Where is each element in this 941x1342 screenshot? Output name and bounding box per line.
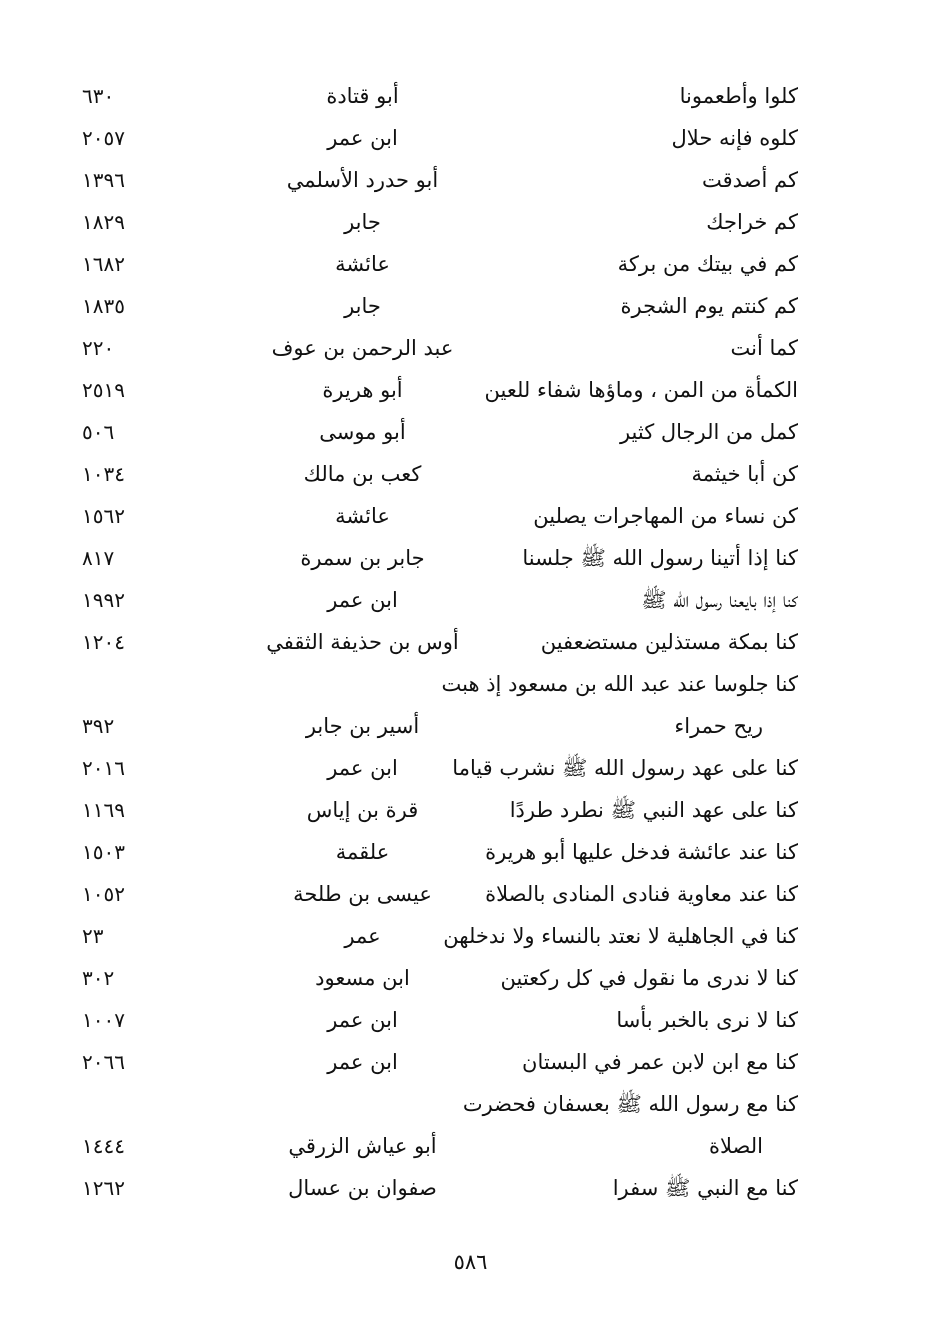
- index-row: [0, 747, 941, 789]
- narrator-name: [260, 663, 465, 705]
- hadith-text: كما أنت: [730, 336, 798, 360]
- narrator-name: ابن عمر: [327, 588, 398, 612]
- narrator-name: أبو قتادة: [326, 84, 399, 108]
- narrator-name: صفوان بن عسال: [288, 1176, 437, 1200]
- hadith-number: ١٩٩٢: [82, 588, 125, 612]
- hadith-text: كم أصدقت: [702, 168, 798, 192]
- index-row: [0, 579, 941, 621]
- index-row: [0, 411, 941, 453]
- hadith-number: ١٥٦٢: [82, 504, 125, 528]
- narrator-name: جابر: [344, 294, 381, 318]
- narrator-name: ابن عمر: [327, 1050, 398, 1074]
- index-row: [0, 453, 941, 495]
- hadith-number: ١٦٨٢: [82, 252, 125, 276]
- hadith-text: كنا عند عائشة فدخل عليها أبو هريرة: [485, 840, 798, 864]
- hadith-text: كنا مع رسول الله ﷺ بعسفان فحضرت: [462, 1092, 798, 1116]
- index-row: [0, 705, 941, 747]
- index-row: [0, 537, 941, 579]
- index-row: [0, 369, 941, 411]
- narrator-name: أبو عياش الزرقي: [288, 1134, 437, 1158]
- index-row: [0, 999, 941, 1041]
- hadith-text: كنا في الجاهلية لا نعتد بالنساء ولا ندخلهن: [443, 924, 798, 948]
- index-row: [0, 663, 941, 705]
- hadith-text: كلوه فإنه حلال: [671, 126, 798, 150]
- hadith-text: كنا على عهد النبي ﷺ نطرد طردًا: [509, 798, 798, 822]
- hadith-text: كنا على عهد رسول الله ﷺ نشرب قياما: [452, 756, 798, 780]
- index-row: [0, 915, 941, 957]
- index-row: [0, 495, 941, 537]
- hadith-text: كنا إذا أتينا رسول الله ﷺ جلسنا: [522, 546, 798, 570]
- hadith-text: كلوا وأطعمونا: [679, 84, 798, 108]
- index-row: [0, 957, 941, 999]
- hadith-number: ٣٠٢: [82, 966, 115, 990]
- hadith-number: ٢٢٠: [82, 336, 115, 360]
- hadith-text: كنا عند معاوية فنادى المنادى بالصلاة: [485, 882, 798, 906]
- index-row: [0, 285, 941, 327]
- index-row: [0, 873, 941, 915]
- hadith-text: كنا لا نرى بالخبر بأسا: [616, 1008, 798, 1032]
- narrator-name: عائشة: [335, 504, 390, 528]
- narrator-name: أسير بن جابر: [305, 714, 420, 738]
- narrator-name: أبو حدرد الأسلمي: [286, 168, 439, 192]
- hadith-number: ٢٣: [82, 924, 104, 948]
- narrator-name: أبو موسى: [319, 420, 406, 444]
- hadith-text: الكمأة من المن ، وماؤها شفاء للعين: [484, 378, 798, 402]
- index-row: [0, 789, 941, 831]
- hadith-number: ١٢٠٤: [82, 630, 125, 654]
- index-row: [0, 1167, 941, 1209]
- hadith-number: ٦٣٠: [82, 84, 115, 108]
- narrator-name: جابر بن سمرة: [300, 546, 425, 570]
- hadith-number: ١٨٢٩: [82, 210, 125, 234]
- hadith-number: ٥٠٦: [82, 420, 115, 444]
- hadith-number: ١٢٦٢: [82, 1176, 125, 1200]
- hadith-number: ٢٠١٦: [82, 756, 125, 780]
- narrator-name: عبد الرحمن بن عوف: [271, 336, 454, 360]
- hadith-text: كن نساء من المهاجرات يصلين: [533, 504, 798, 528]
- narrator-name: ابن عمر: [327, 756, 398, 780]
- index-row: [0, 159, 941, 201]
- narrator-name: عيسى بن طلحة: [293, 882, 432, 906]
- hadith-text: كنا مع ابن لابن عمر في البستان: [522, 1050, 798, 1074]
- hadith-number: [82, 1083, 162, 1125]
- index-row: [0, 201, 941, 243]
- hadith-text: ريح حمراء: [674, 714, 763, 738]
- narrator-name: ابن عمر: [327, 1008, 398, 1032]
- hadith-text: كنا مع النبي ﷺ سفرا: [612, 1176, 798, 1200]
- index-row: [0, 1083, 941, 1125]
- index-row: [0, 1041, 941, 1083]
- hadith-number: ١٤٤٤: [82, 1134, 125, 1158]
- narrator-name: جابر: [344, 210, 381, 234]
- narrator-name: علقمة: [335, 840, 390, 864]
- hadith-number: ١٨٣٥: [82, 294, 125, 318]
- index-row: [0, 1125, 941, 1167]
- hadith-number: ٨١٧: [82, 546, 115, 570]
- hadith-number: ١٠٣٤: [82, 462, 125, 486]
- narrator-name: [260, 1083, 465, 1125]
- hadith-text: كن أبا خيثمة: [691, 462, 798, 486]
- narrator-name: عمر: [344, 924, 381, 948]
- index-row: [0, 621, 941, 663]
- hadith-text: كنا بمكة مستذلين مستضعفين: [540, 630, 798, 654]
- index-row: [0, 327, 941, 369]
- hadith-text: كمل من الرجال كثير: [619, 420, 798, 444]
- hadith-text: الصلاة: [709, 1134, 763, 1158]
- hadith-text: كم في بيتك من بركة: [617, 252, 798, 276]
- hadith-number: ٢٥١٩: [82, 378, 125, 402]
- hadith-text: كنا لا ندرى ما نقول في كل ركعتين: [500, 966, 798, 990]
- hadith-number: ١٥٠٣: [82, 840, 125, 864]
- index-row: [0, 243, 941, 285]
- hadith-number: ١١٦٩: [82, 798, 125, 822]
- hadith-text: كنا إذا بايعنا رسول الله ﷺ: [641, 588, 798, 612]
- hadith-number: ٢٠٦٦: [82, 1050, 125, 1074]
- index-row: [0, 75, 941, 117]
- narrator-name: أبو هريرة: [322, 378, 403, 402]
- hadith-number: ١٠٥٢: [82, 882, 125, 906]
- narrator-name: كعب بن مالك: [303, 462, 422, 486]
- narrator-name: عائشة: [335, 252, 390, 276]
- hadith-number: ٢٠٥٧: [82, 126, 125, 150]
- hadith-text: كم كنتم يوم الشجرة: [620, 294, 798, 318]
- narrator-name: أوس بن حذيفة الثقفي: [266, 630, 459, 654]
- index-table: [0, 75, 941, 1209]
- hadith-text: كم خراجك: [706, 210, 798, 234]
- narrator-name: ابن عمر: [327, 126, 398, 150]
- narrator-name: قرة بن إياس: [306, 798, 419, 822]
- hadith-number: ١٣٩٦: [82, 168, 125, 192]
- hadith-text: كنا جلوسا عند عبد الله بن مسعود إذ هبت: [441, 672, 798, 696]
- hadith-number: [82, 663, 162, 705]
- page-number: ٥٨٦: [453, 1250, 488, 1274]
- index-row: [0, 831, 941, 873]
- index-row: [0, 117, 941, 159]
- hadith-number: ٣٩٢: [82, 714, 115, 738]
- narrator-name: ابن مسعود: [315, 966, 410, 990]
- hadith-number: ١٠٠٧: [82, 1008, 125, 1032]
